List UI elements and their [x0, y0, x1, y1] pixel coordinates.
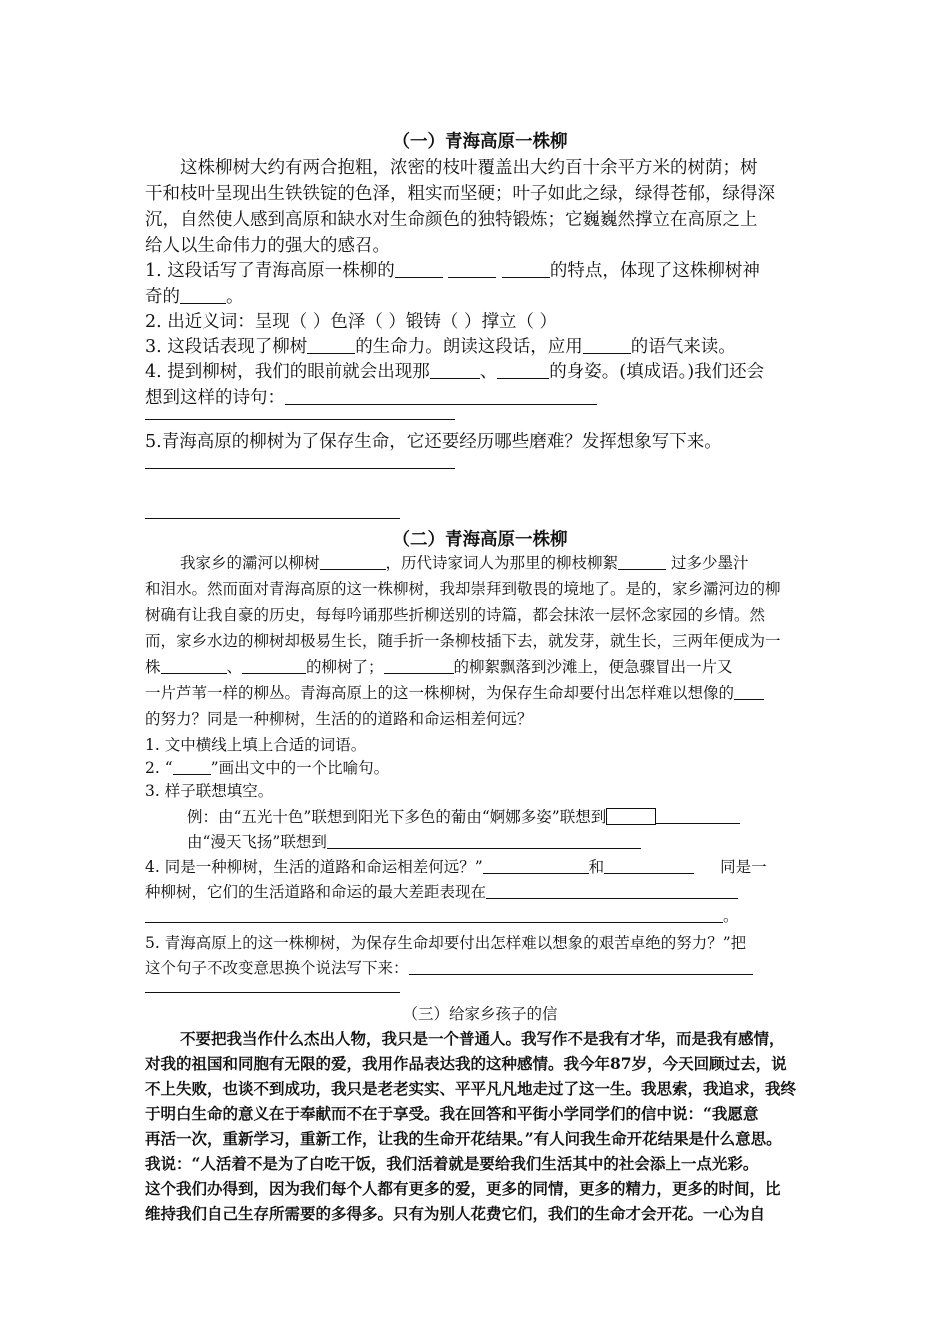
- para-blank-4[interactable]: [242, 658, 306, 675]
- section3-para-line: 我说：“人活着不是为了白吃干饭，我们活着就是要给我们生活其中的社会添上一点光彩。: [145, 1154, 759, 1173]
- section2-title: （二）青海高原一株柳: [392, 530, 568, 550]
- q4-blank-2[interactable]: [497, 361, 549, 380]
- example-text: 例：由“五光十色”联想到阳光下多色的葡由“婀娜多姿”联想到: [187, 808, 607, 826]
- section3-para-line: 再活一次，重新学习，重新工作，让我的生命开花结果。”有人问我生命开花结果是什么意思。: [145, 1129, 782, 1148]
- q4-text: 4. 提到柳树，我们的眼前就会出现那: [145, 362, 430, 382]
- example-text: 由“漫天飞扬”联想到: [187, 833, 327, 851]
- section2-example-2: [145, 830, 857, 852]
- q4-text: 和: [588, 858, 605, 876]
- section1-para-line: 沉，自然使人感到高原和缺水对生命颜色的独特锻炼；它巍巍然撑立在高原之上: [145, 210, 758, 230]
- section3-para-line: 对我的祖国和同胞有无限的爱，我用作品表达我的这种感情。我今年87岁，今天回顾过去，说: [145, 1054, 787, 1073]
- section2-question-3: 3. 样子联想填空。: [145, 782, 274, 800]
- section3-para-line: 于明白生命的意义在于奉献而不在于享受。我在回答和平街小学同学们的信中说：“我愿意: [145, 1104, 759, 1123]
- section1-question-1-cont: [145, 283, 815, 308]
- q3-text: 的语气来读。: [630, 337, 736, 357]
- section2-para-line: 树确有让我自豪的历史，每每吟诵那些折柳送别的诗篇，都会抹浓一层怀念家园的乡情。然: [145, 606, 766, 624]
- section1-question-3: [145, 333, 815, 358]
- section2-question-5: 5. 青海高原上的这一株柳树，为保存生命却要付出怎样难以想象的艰苦卓绝的努力？”把: [145, 934, 747, 952]
- q4-poem-blank[interactable]: [285, 387, 597, 406]
- q4-text: 同是一: [720, 858, 767, 876]
- section2-para-line: [145, 681, 815, 703]
- answer-line[interactable]: [145, 468, 455, 469]
- q1-blank-2[interactable]: [448, 260, 496, 279]
- section1-para-line: 给人以生命伟力的强大的感召。: [145, 236, 390, 256]
- section1-question-5: 5.青海高原的柳树为了保存生命，它还要经历哪些磨难？发挥想象写下来。: [145, 432, 722, 452]
- q4-text: 。: [723, 907, 739, 925]
- para-blank-2[interactable]: [618, 554, 666, 571]
- q3-blank-2[interactable]: [583, 336, 631, 355]
- q2-text: 2. “: [145, 759, 173, 777]
- example-blank-2[interactable]: [327, 833, 641, 850]
- example-blank-1[interactable]: [656, 808, 740, 825]
- section2-example-1: [145, 805, 857, 827]
- q4-blank-c[interactable]: [486, 883, 738, 900]
- q3-text: 的生命力。朗读这段话，应用: [355, 337, 583, 357]
- section3-para-line: 这个我们办得到，因为我们每个人都有更多的爱，更多的同情，更多的精力，更多的时间，比: [145, 1179, 781, 1198]
- q4-text: 的身姿。(填成语。)我们还会: [549, 362, 765, 382]
- answer-line[interactable]: [145, 992, 400, 993]
- para-text: 一片芦苇一样的柳丛。青海高原上的这一株柳树，为保存生命却要付出怎样难以想像的: [145, 684, 735, 702]
- section3-title: （三）给家乡孩子的信: [402, 1005, 558, 1023]
- q1-text: 。: [226, 287, 244, 307]
- section2-question-1: 1. 文中横线上填上合适的词语。: [145, 736, 367, 754]
- q4-text: 、: [479, 362, 498, 382]
- q4-blank-a[interactable]: [483, 858, 589, 875]
- para-blank-1[interactable]: [320, 554, 386, 571]
- q1-text: 奇的: [145, 287, 180, 307]
- q4-text: 想到这样的诗句：: [145, 388, 285, 408]
- q4-blank-d[interactable]: [145, 907, 723, 924]
- q5-text: 这个句子不改变意思换个说法写下来：: [145, 959, 409, 977]
- q1-text: 1. 这段话写了青海高原一株柳的: [145, 261, 395, 281]
- para-text: 株: [145, 658, 161, 676]
- q1-blank-4[interactable]: [180, 286, 226, 305]
- q2-underline-sample: [173, 759, 211, 776]
- para-blank-6[interactable]: [734, 684, 764, 701]
- para-text: ，历代诗家词人为那里的柳枝柳絮: [385, 554, 619, 572]
- q1-text: 的特点，体现了这株柳树神: [549, 261, 760, 281]
- section1-para-line: 这株柳树大约有两合抱粗，浓密的枝叶覆盖出大约百十余平方米的树荫；树: [180, 158, 758, 178]
- para-text: 、: [226, 658, 243, 676]
- section2-question-5-cont: [145, 956, 815, 978]
- q4-blank-b[interactable]: [604, 858, 694, 875]
- answer-line[interactable]: [145, 518, 400, 519]
- para-blank-5[interactable]: [384, 658, 454, 675]
- section3-para-line: 不要把我当作什么杰出人物，我只是一个普通人。我写作不是我有才华，而是我有感情，: [180, 1029, 785, 1048]
- section1-title: （一）青海高原一株柳: [392, 132, 568, 152]
- q3-blank-1[interactable]: [307, 336, 355, 355]
- section3-para-line: 维持我们自己生存所需要的多得多。只有为别人花费它们，我们的生命才会开花。一心为自: [145, 1204, 766, 1223]
- para-blank-3[interactable]: [161, 658, 227, 675]
- section2-para-line: [145, 655, 815, 677]
- section1-question-2: 2. 出近义词：呈现（ ）色泽（ ）锻铸（ ）撑立（ ）: [145, 312, 558, 332]
- section1-question-1: [145, 257, 815, 282]
- q1-blank-3[interactable]: [502, 260, 550, 279]
- section2-para-line: 的努力？同是一种柳树，生活的的道路和命运相差何远？: [145, 710, 533, 728]
- q4-blank-1[interactable]: [430, 361, 480, 380]
- section2-question-4: [145, 855, 815, 877]
- section2-question-4-cont: [145, 904, 815, 926]
- q4-text: 4. 同是一种柳树，生活的道路和命运相差何远？”: [145, 858, 483, 876]
- q5-blank[interactable]: [409, 959, 753, 976]
- section2-para-line: 而，家乡水边的柳树却极易生长，随手折一条柳枝插下去，就发芽，就生长，三两年便成为一: [145, 632, 781, 650]
- section3-para-line: 不上失败，也谈不到成功，我只是老老实实、平平凡凡地走过了这一生。我思索，我追求，我终: [145, 1079, 797, 1098]
- q2-text: ”画出文中的一个比喻句。: [210, 759, 390, 777]
- section2-question-2: [145, 756, 815, 778]
- para-text: 我家乡的灞河以柳树: [180, 554, 320, 572]
- answer-line[interactable]: [145, 419, 455, 420]
- section2-question-4-cont: [145, 880, 815, 902]
- section1-para-line: 干和枝叶呈现出生铁铁锭的色泽，粗实而坚硬；叶子如此之绿，绿得苍郁，绿得深: [145, 184, 775, 204]
- para-text: 的柳絮飘落到沙滩上，便急骤冒出一片又: [453, 658, 733, 676]
- q4-text: 种柳树，它们的生活道路和命运的最大差距表现在: [145, 883, 487, 901]
- example-answer-box[interactable]: [606, 808, 656, 825]
- para-text: 的柳树了；: [306, 658, 384, 676]
- para-text: 过多少墨汁: [666, 554, 749, 572]
- q1-blank-1[interactable]: [395, 260, 443, 279]
- section2-para-line: [145, 551, 850, 573]
- section1-question-4-cont: [145, 384, 815, 409]
- section1-question-4: [145, 358, 815, 383]
- section2-para-line: 和泪水。然而面对青海高原的这一株柳树，我却崇拜到敬畏的境地了。是的，家乡灞河边的柳: [145, 580, 781, 598]
- q3-text: 3. 这段话表现了柳树: [145, 337, 308, 357]
